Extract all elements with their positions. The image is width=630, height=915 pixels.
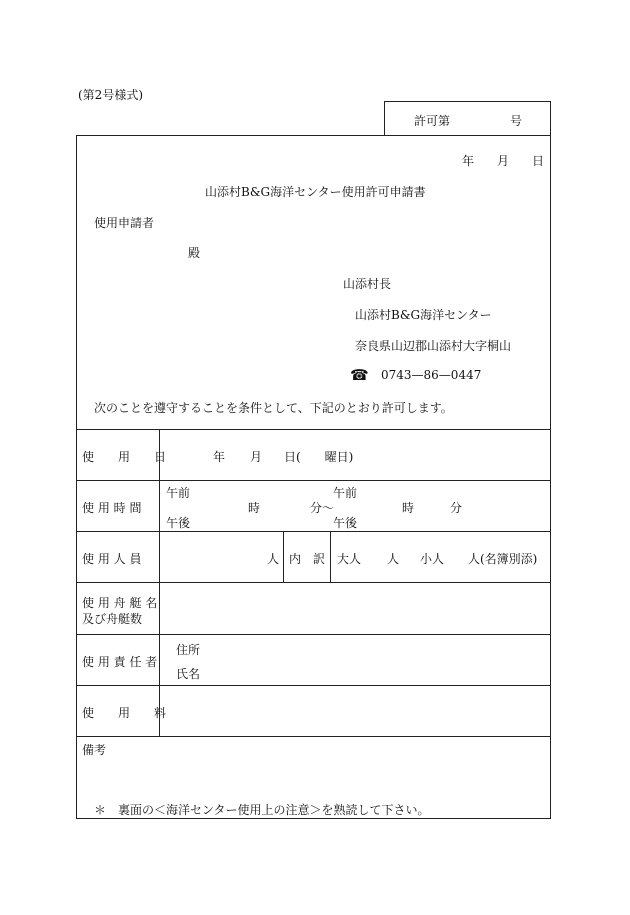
table-line-3 — [76, 531, 551, 532]
end-pm: 午後 — [333, 516, 358, 530]
permit-box-top — [384, 101, 550, 102]
people-count-unit: 人 — [267, 552, 280, 566]
table-line-4 — [76, 582, 551, 583]
form-number: (第2号様式) — [78, 88, 143, 102]
breakdown-label: 内 訳 — [289, 552, 326, 566]
boat-label-line2: 及び舟艇数 — [82, 612, 143, 626]
issuer-phone: 0743—86—0447 — [381, 368, 482, 382]
people-divider-1 — [283, 531, 284, 582]
child-label: 小人 — [420, 552, 445, 566]
condition-text: 次のことを遵守することを条件として、下記のとおり許可します。 — [94, 401, 453, 415]
adult-unit: 人 — [387, 552, 400, 566]
use-people-label: 使 用 人 員 — [82, 552, 142, 566]
applicant-label: 使用申請者 — [94, 216, 155, 230]
label-column-divider — [159, 429, 160, 736]
responsible-address-label: 住所 — [176, 643, 201, 657]
date-month: 月 — [497, 154, 510, 168]
table-line-5 — [76, 634, 551, 635]
people-divider-2 — [330, 531, 331, 582]
end-am: 午前 — [333, 486, 358, 500]
table-line-7 — [76, 736, 551, 737]
permit-suffix: 号 — [510, 114, 523, 128]
use-date-month: 月 — [250, 450, 263, 464]
footer-note: ＊ 裏面の＜海洋センター使用上の注意＞を熟読して下さい。 — [94, 803, 430, 817]
use-date-day: 日( 曜日) — [284, 450, 354, 464]
start-hour: 時 — [248, 501, 261, 515]
issuer-mayor: 山添村長 — [343, 277, 392, 291]
start-am: 午前 — [166, 486, 191, 500]
honorific: 殿 — [188, 246, 201, 260]
child-unit-note: 人(名簿別添) — [468, 552, 538, 566]
date-day: 日 — [532, 154, 545, 168]
date-year: 年 — [462, 154, 475, 168]
fee-label: 使 用 料 — [82, 706, 167, 720]
permit-box-left — [384, 101, 385, 135]
document-title: 山添村B&G海洋センター使用許可申請書 — [205, 185, 426, 199]
table-line-1 — [76, 429, 551, 430]
frame-right — [550, 101, 551, 818]
use-time-label: 使 用 時 間 — [82, 501, 142, 515]
issuer-address: 奈良県山辺郡山添村大字桐山 — [355, 339, 512, 353]
issuer-center: 山添村B&G海洋センター — [355, 308, 492, 322]
frame-bottom — [76, 818, 551, 819]
table-line-2 — [76, 480, 551, 481]
end-hour: 時 — [402, 501, 415, 515]
frame-left — [76, 135, 77, 818]
table-line-6 — [76, 685, 551, 686]
end-minute: 分 — [450, 501, 463, 515]
start-minute: 分〜 — [310, 501, 335, 515]
remarks-label: 備考 — [82, 743, 107, 757]
use-date-label: 使 用 日 — [82, 450, 167, 464]
responsible-name-label: 氏名 — [176, 667, 201, 681]
frame-top — [76, 135, 551, 136]
phone-icon: ☎ — [350, 366, 369, 384]
start-pm: 午後 — [166, 516, 191, 530]
use-date-year: 年 — [213, 450, 226, 464]
boat-label-line1: 使 用 舟 艇 名 — [82, 596, 158, 610]
adult-label: 大人 — [337, 552, 362, 566]
responsible-label: 使 用 責 任 者 — [82, 655, 158, 669]
permit-label: 許可第 — [414, 114, 451, 128]
